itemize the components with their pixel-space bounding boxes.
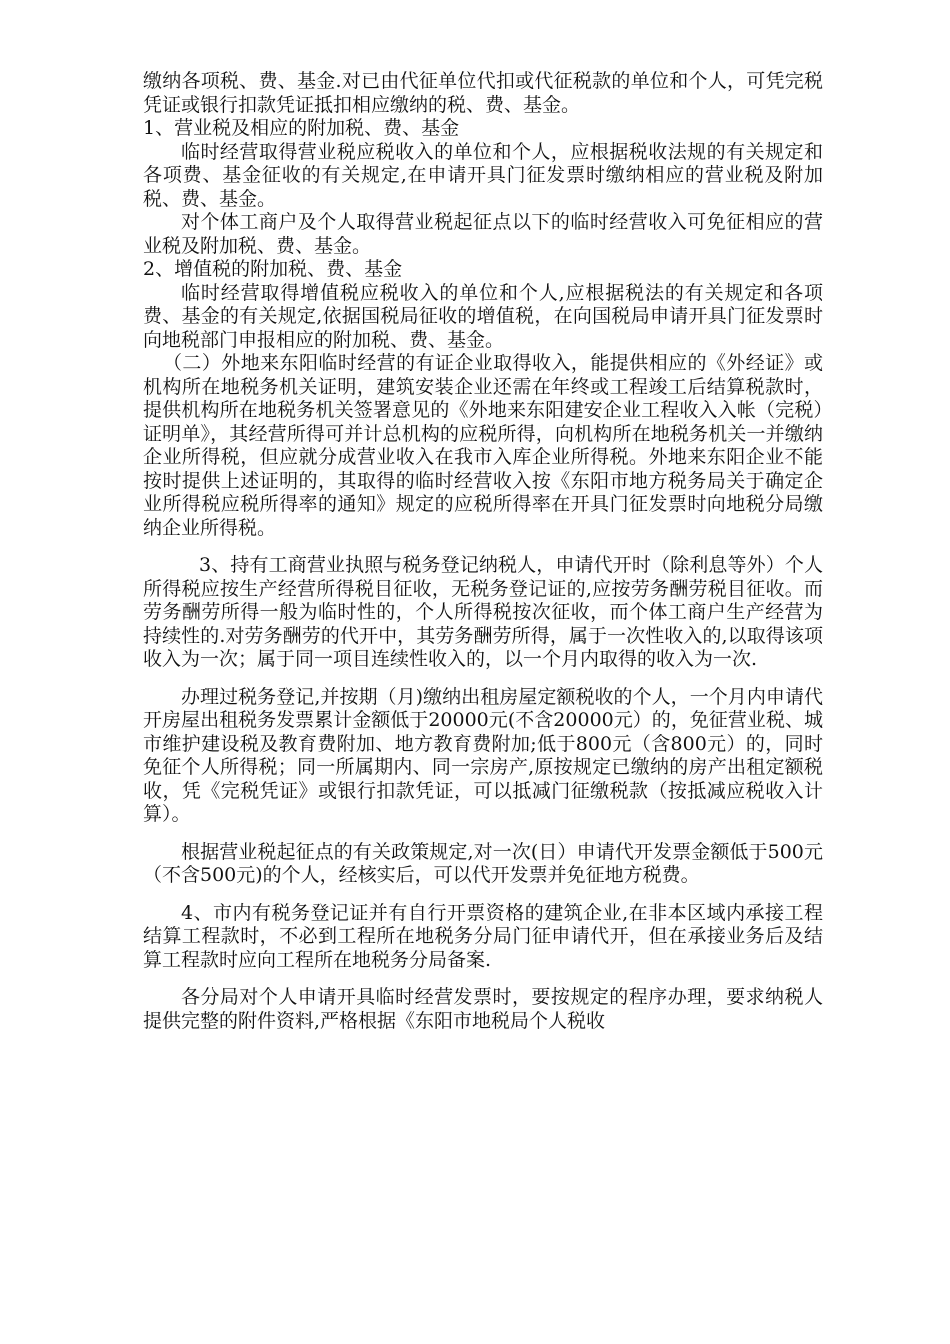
paragraph-threshold-policy: 根据营业税起征点的有关政策规定,对一次(日）申请代开发票金额低于500元（不含500元)的个人，经核实后，可以代开发票并免征地方税费。 — [143, 840, 823, 886]
section-heading-business-tax: 1、营业税及相应的附加税、费、基金 — [143, 117, 460, 139]
paragraph-vat-income: 临时经营取得增值税应税收入的单位和个人,应根据税法的有关规定和各项费、基金的有关规定,依据国税局征收的增值税，在向国税局申请开具门征发票时向地税部门申报相应的附加税、费、基金。 — [143, 281, 823, 351]
paragraph-business-tax-income: 临时经营取得营业税应税收入的单位和个人，应根据税收法规的有关规定和各项费、基金征收的有关规定,在申请开具门征发票时缴纳相应的营业税及附加税、费、基金。 — [143, 140, 823, 210]
paragraph-construction-enterprises: 4、市内有税务登记证并有自行开票资格的建筑企业,在非本区域内承接工程结算工程款时，不必到工程所在地税务分局门征申请代开，但在承接业务后及结算工程款时应向工程所在地税务分局备案. — [143, 901, 823, 971]
paragraph-rental-housing: 办理过税务登记,并按期（月)缴纳出租房屋定额税收的个人，一个月内申请代开房屋出租税务发票累计金额低于20000元(不含20000元）的，免征营业税、城市维护建设税及教育费附加、地方教育费附加;低于800元（含800元）的，同时免征个人所得税；同一所属期内、同一宗房产,原按规定已缴纳的房产出租定额税收，凭《完税凭证》或银行扣款凭证，可以抵减门征缴税款（按抵减应税收入计算）。 — [143, 685, 823, 825]
paragraph-business-license-holders: 3、持有工商营业执照与税务登记纳税人，申请代开时（除利息等外）个人所得税应按生产经营所得税目征收，无税务登记证的,应按劳务酬劳税目征收。而劳务酬劳所得一般为临时性的，个人所得税按次征收，而个体工商户生产经营为持续性的.对劳务酬劳的代开中，其劳务酬劳所得，属于一次性收入的,以取得该项收入为一次；属于同一项目连续性收入的，以一个月内取得的收入为一次. — [143, 554, 823, 670]
paragraph-nonlocal-enterprises: （二）外地来东阳临时经营的有证企业取得收入，能提供相应的《外经证》或机构所在地税务机关证明，建筑安装企业还需在年终或工程竣工后结算税款时，提供机构所在地税务机关签署意见的《外地来东阳建安企业工程收入入帐（完税）证明单》，其经营所得可并计总机构的应税所得，向机构所在地税务机关一并缴纳企业所得税，但应就分成营业收入在我市入库企业所得税。外地来东阳企业不能按时提供上述证明的，其取得的临时经营收入按《东阳市地方税务局关于确定企业所得税应税所得率的通知》规定的应税所得率在开具门征发票时向地税分局缴纳企业所得税。 — [143, 352, 823, 539]
section-heading-vat-surcharge: 2、增值税的附加税、费、基金 — [143, 258, 403, 280]
paragraph-individual-exemption: 对个体工商户及个人取得营业税起征点以下的临时经营收入可免征相应的营业税及附加税、费、基金。 — [143, 211, 823, 257]
document-body — [143, 70, 823, 1033]
paragraph-continuation: 缴纳各项税、费、基金.对已由代征单位代扣或代征税款的单位和个人，可凭完税凭证或银行扣款凭证抵扣相应缴纳的税、费、基金。 — [143, 70, 823, 116]
paragraph-branch-procedures: 各分局对个人申请开具临时经营发票时，要按规定的程序办理，要求纳税人提供完整的附件资料,严格根据《东阳市地税局个人税收 — [143, 986, 823, 1032]
